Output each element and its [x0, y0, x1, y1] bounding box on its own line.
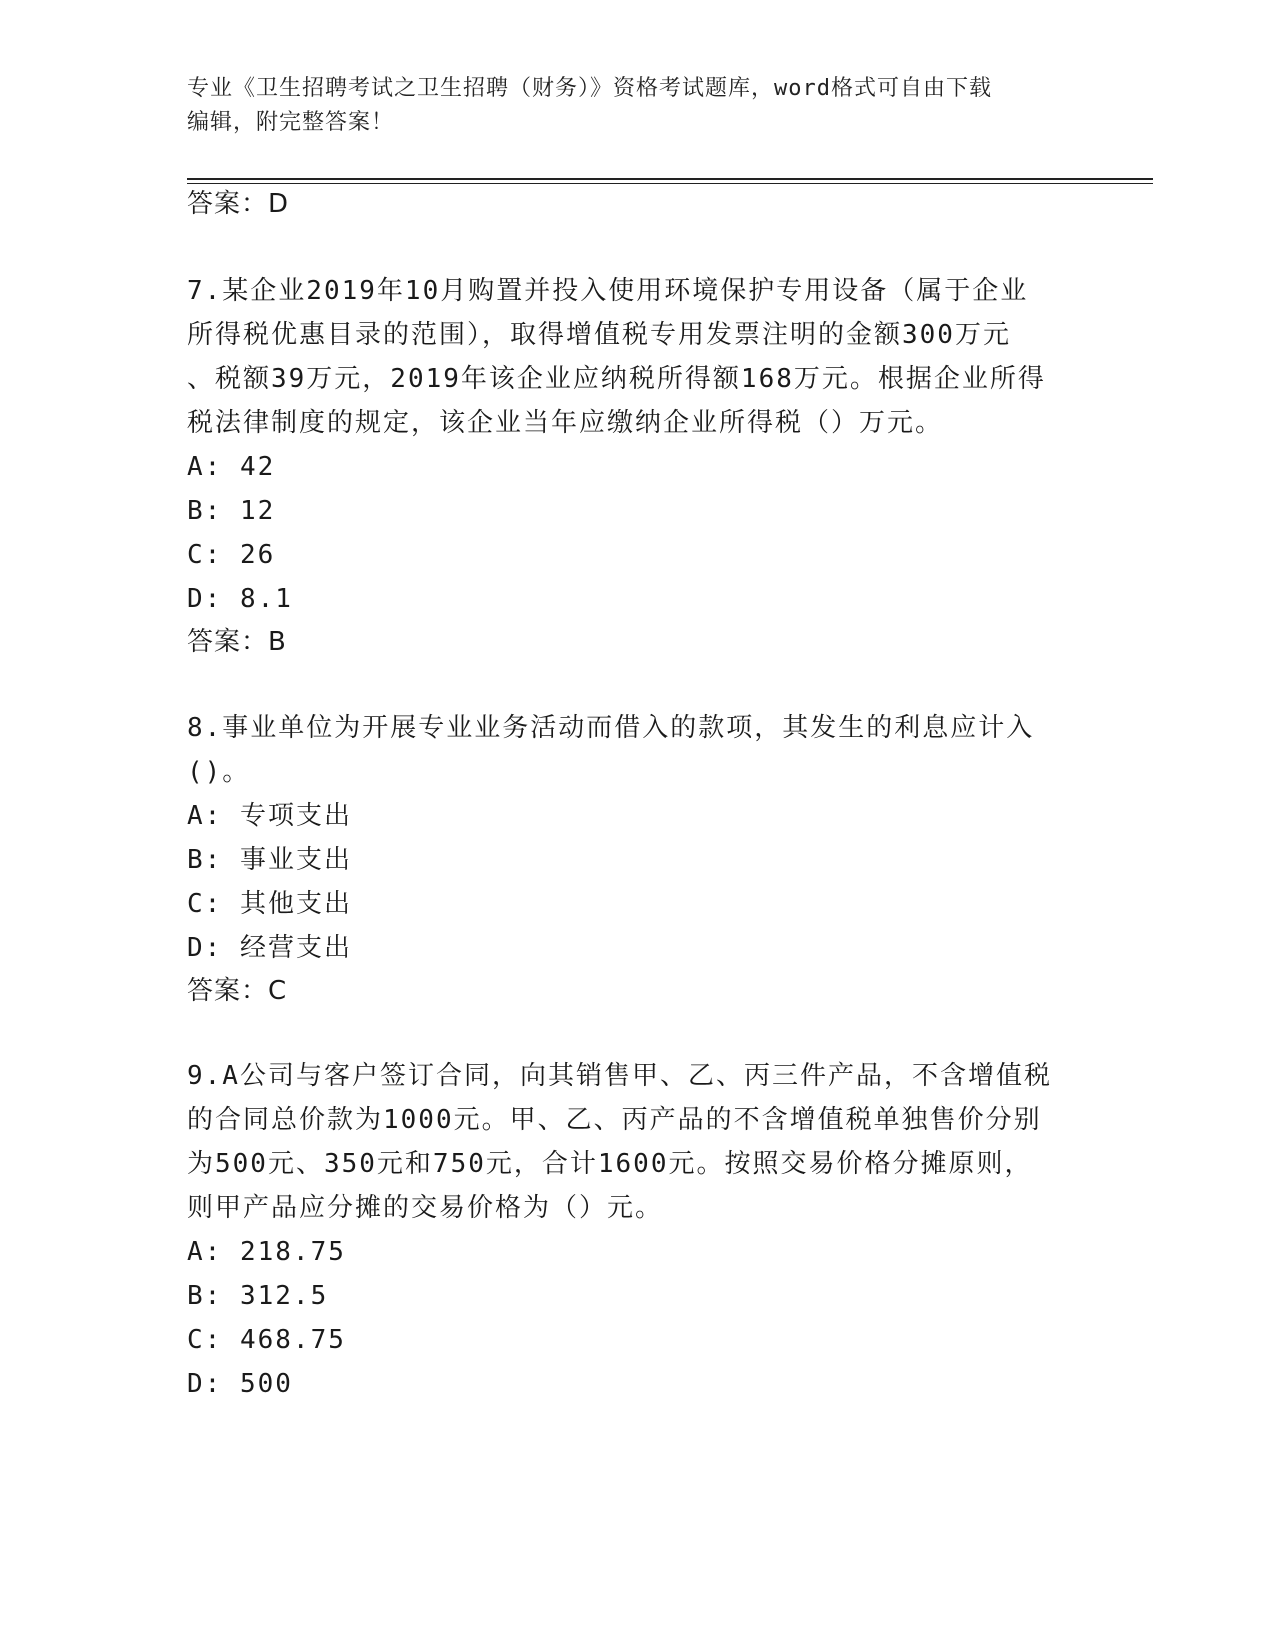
- header-line-1: 专业《卫生招聘考试之卫生招聘（财务）》资格考试题库，word格式可自由下载: [187, 76, 992, 101]
- question-9-option-c: C: 468.75: [187, 1325, 346, 1355]
- question-9-option-a: A: 218.75: [187, 1237, 346, 1267]
- question-9-text-line-4: 则甲产品应分摊的交易价格为（）元。: [187, 1193, 664, 1223]
- question-9-text-line-2: 的合同总价款为1000元。甲、乙、丙产品的不含增值税单独售价分别: [187, 1105, 1042, 1135]
- question-8-text-line-2: ()。: [187, 757, 251, 787]
- question-8-text-line-1: 8.事业单位为开展专业业务活动而借入的款项，其发生的利息应计入: [187, 713, 1035, 743]
- question-8-option-d: D: 经营支出: [187, 933, 352, 963]
- question-7-text-line-3: 、税额39万元，2019年该企业应纳税所得额168万元。根据企业所得: [187, 364, 1046, 394]
- question-8-option-b: B: 事业支出: [187, 845, 352, 875]
- question-7-option-b: B: 12: [187, 496, 276, 526]
- document-header: [187, 72, 1067, 140]
- header-rule-thick: [187, 178, 1153, 180]
- question-9-option-b: B: 312.5: [187, 1281, 329, 1311]
- question-7-option-c: C: 26: [187, 540, 276, 570]
- question-9-text-line-1: 9.A公司与客户签订合同，向其销售甲、乙、丙三件产品，不含增值税: [187, 1061, 1052, 1091]
- previous-answer: 答案：D: [187, 189, 290, 219]
- header-rule-thin: [187, 183, 1153, 184]
- question-7-answer: 答案：B: [187, 627, 287, 657]
- question-7-text-line-1: 7.某企业2019年10月购置并投入使用环境保护专用设备（属于企业: [187, 276, 1029, 306]
- question-9-option-d: D: 500: [187, 1369, 293, 1399]
- question-7-option-d: D: 8.1: [187, 584, 293, 614]
- question-8-answer: 答案：C: [187, 976, 288, 1006]
- question-9-text-line-3: 为500元、350元和750元，合计1600元。按照交易价格分摊原则，: [187, 1149, 1033, 1179]
- question-8-option-a: A: 专项支出: [187, 801, 352, 831]
- question-7-text-line-4: 税法律制度的规定，该企业当年应缴纳企业所得税（）万元。: [187, 408, 944, 438]
- question-7-text-line-2: 所得税优惠目录的范围），取得增值税专用发票注明的金额300万元: [187, 320, 1011, 350]
- question-7-option-a: A: 42: [187, 452, 276, 482]
- header-line-2: 编辑，附完整答案！: [187, 110, 395, 135]
- question-8-option-c: C: 其他支出: [187, 889, 352, 919]
